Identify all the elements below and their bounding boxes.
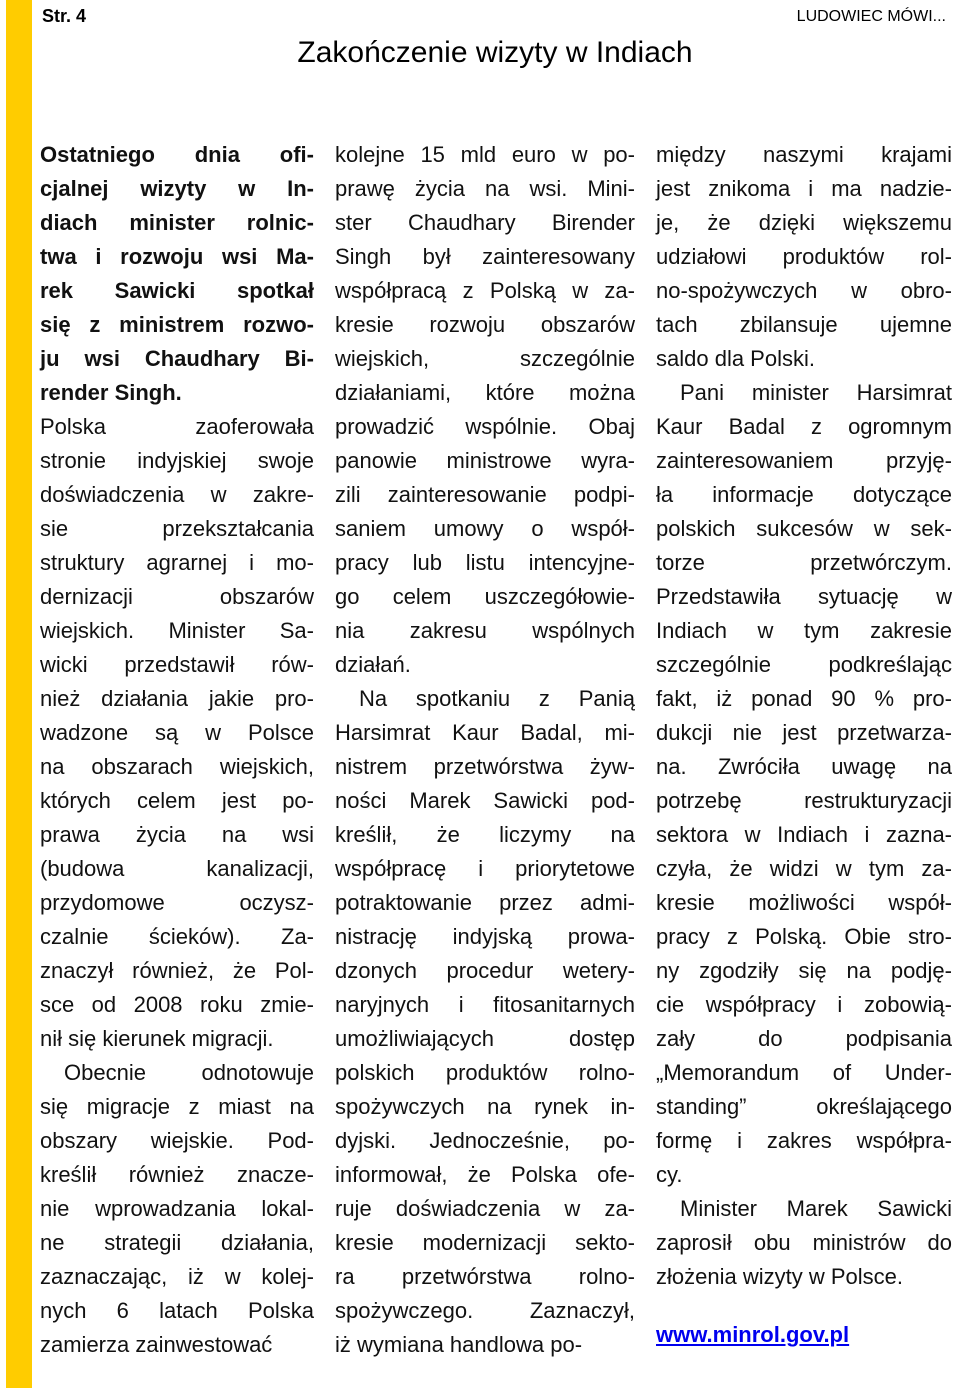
text-line: wadzone są w Polsce [40, 720, 314, 745]
text-line: prawę życia na wsi. Mini- [335, 176, 635, 201]
text-line: naryjnych i fitosanitarnych [335, 992, 635, 1017]
text-line: dyjski. Jednocześnie, po- [335, 1128, 635, 1153]
text-line: ster Chaudhary Birender [335, 210, 635, 235]
text-line: cjalnej wizyty w In- [40, 176, 314, 201]
text-line: ra przetwórstwa rolno- [335, 1264, 635, 1289]
text-line: nież działania jakie pro- [40, 686, 314, 711]
text-line: informował, że Polska ofe- [335, 1162, 635, 1187]
text-line: wicki przedstawił rów- [40, 652, 314, 677]
text-line: render Singh. [40, 380, 182, 405]
text-line: się z ministrem rozwo- [40, 312, 314, 337]
section-header: LUDOWIEC MÓWI... [796, 8, 946, 25]
text-line: współpracą z Polską w za- [335, 278, 635, 303]
text-line: ności Marek Sawicki pod- [335, 788, 635, 813]
text-line: kresie możliwości współ- [656, 890, 952, 915]
text-line: ny zgodziły się na podję- [656, 958, 952, 983]
text-line: stronie indyjskiej swoje [40, 448, 314, 473]
text-line: sie przekształcania [40, 516, 314, 541]
yellow-sidebar-bar [6, 0, 32, 1388]
text-line: nych 6 latach Polska [40, 1298, 314, 1323]
text-line: współpracę i priorytetowe [335, 856, 635, 881]
text-line: kreślił również znacze- [40, 1162, 314, 1187]
text-line: złożenia wizyty w Polsce. [656, 1264, 903, 1289]
text-line: saniem umowy o współ- [335, 516, 635, 541]
text-line: ruje doświadczenia w za- [335, 1196, 635, 1221]
text-line: torze przetwórczym. [656, 550, 952, 575]
text-line: polskich produktów rolno- [335, 1060, 635, 1085]
text-line: kolejne 15 mld euro w po- [335, 142, 635, 167]
text-line: potraktowanie przez admi- [335, 890, 635, 915]
text-line: kresie modernizacji sekto- [335, 1230, 635, 1255]
text-line: formę i zakres współpra- [656, 1128, 952, 1153]
text-line: struktury agrarnej i mo- [40, 550, 314, 575]
text-line: działaniami, które można [335, 380, 635, 405]
text-line: Przedstawiła sytuację w [656, 584, 952, 609]
text-line: polskich sukcesów w sek- [656, 516, 952, 541]
text-line: kreślił, że liczymy na [335, 822, 635, 847]
text-line: wiejskich, szczególnie [335, 346, 635, 371]
text-line: czyła, że widzi w tym za- [656, 856, 952, 881]
text-line: saldo dla Polski. [656, 346, 815, 371]
text-line: Pani minister Harsimrat [680, 380, 952, 405]
text-line: ju wsi Chaudhary Bi- [40, 346, 314, 371]
text-line: no-spożywczych w obro- [656, 278, 952, 303]
text-line: twa i rozwoju wsi Ma- [40, 244, 314, 269]
text-line: zaznaczając, iż w kolej- [40, 1264, 314, 1289]
text-line: prawa życia na wsi [40, 822, 314, 847]
text-line: go celem uszczegółowie- [335, 584, 635, 609]
article-column-1 [40, 138, 314, 1362]
text-line: zały do podpisania [656, 1026, 952, 1051]
text-line: dukcji nie jest przetwarza- [656, 720, 952, 745]
text-line: nił się kierunek migracji. [40, 1026, 274, 1051]
text-line: rek Sawicki spotkał [40, 278, 314, 303]
text-line: diach minister rolnic- [40, 210, 314, 235]
text-line: umożliwiających dostęp [335, 1026, 635, 1051]
text-line: sektora w Indiach i zazna- [656, 822, 952, 847]
text-line: nistrem przetwórstwa żyw- [335, 754, 635, 779]
text-line: udziałowi produktów rol- [656, 244, 952, 269]
text-line: ne strategii działania, [40, 1230, 314, 1255]
text-line: Obecnie odnotowuje [64, 1060, 314, 1085]
text-line: cy. [656, 1162, 683, 1187]
text-line: ła informacje dotyczące [656, 482, 952, 507]
text-line: sce od 2008 roku zmie- [40, 992, 314, 1017]
text-line: czalnie ścieków). Za- [40, 924, 314, 949]
text-line: nie wprowadzania lokal- [40, 1196, 314, 1221]
column-1-body [40, 410, 314, 1362]
text-line: na obszarach wiejskich, [40, 754, 314, 779]
text-line: Singh był zainteresowany [335, 244, 635, 269]
text-line: nia zakresu wspólnych [335, 618, 635, 643]
text-line: zamierza zainwestować [40, 1332, 273, 1357]
text-line: Harsimrat Kaur Badal, mi- [335, 720, 635, 745]
text-line: Ostatniego dnia ofi- [40, 142, 314, 167]
text-line: na. Zwróciła uwagę na [656, 754, 952, 779]
text-line: panowie ministrowe wyra- [335, 448, 635, 473]
text-line: się migracje z miast na [40, 1094, 314, 1119]
article-column-2 [335, 138, 635, 1362]
text-line: Polska zaoferowała [40, 414, 314, 439]
text-line: szczególnie podkreślając [656, 652, 952, 677]
text-line: których celem jest po- [40, 788, 314, 813]
text-line: tach zbilansuje ujemne [656, 312, 952, 337]
text-line: pracy lub listu intencyjne- [335, 550, 635, 575]
text-line: jest znikoma i ma nadzie- [656, 176, 952, 201]
text-line: prowadzić wspólnie. Obaj [335, 414, 635, 439]
text-line: przydomowe oczysz- [40, 890, 314, 915]
lead-paragraph [40, 138, 314, 410]
text-line: zili zainteresowanie podpi- [335, 482, 635, 507]
text-line: dzonych procedur wetery- [335, 958, 635, 983]
text-line: iż wymiana handlowa po- [335, 1332, 583, 1357]
text-line: wiejskich. Minister Sa- [40, 618, 314, 643]
text-line: cie współpracy i zobowią- [656, 992, 952, 1017]
text-line: Minister Marek Sawicki [680, 1196, 952, 1221]
text-line: je, że dzięki większemu [656, 210, 952, 235]
text-line: (budowa kanalizacji, [40, 856, 314, 881]
article-column-3 [656, 138, 952, 1294]
page-number: Str. 4 [42, 6, 87, 26]
text-line: między naszymi krajami [656, 142, 952, 167]
text-line: „Memorandum of Under- [656, 1060, 952, 1085]
text-line: spożywczych na rynek in- [335, 1094, 635, 1119]
text-line: fakt, iż ponad 90 % pro- [656, 686, 952, 711]
text-line: nistrację indyjską prowa- [335, 924, 635, 949]
article-title: Zakończenie wizyty w Indiach [297, 36, 693, 69]
ministry-website-link[interactable]: www.minrol.gov.pl [656, 1322, 850, 1347]
text-line: spożywczego. Zaznaczył, [335, 1298, 635, 1323]
text-line: kresie rozwoju obszarów [335, 312, 635, 337]
text-line: doświadczenia w zakre- [40, 482, 314, 507]
text-line: Indiach w tym zakresie [656, 618, 952, 643]
text-line: zaprosił obu ministrów do [656, 1230, 952, 1255]
text-line: potrzebę restrukturyzacji [656, 788, 952, 813]
text-line: standing” określającego [656, 1094, 952, 1119]
text-line: obszary wiejskie. Pod- [40, 1128, 314, 1153]
text-line: dernizacji obszarów [40, 584, 314, 609]
text-line: pracy z Polską. Obie stro- [656, 924, 952, 949]
text-line: zainteresowaniem przyję- [656, 448, 952, 473]
text-line: Kaur Badal z ogromnym [656, 414, 952, 439]
text-line: Na spotkaniu z Panią [359, 686, 635, 711]
text-line: znaczył również, że Pol- [40, 958, 314, 983]
text-line: działań. [335, 652, 411, 677]
